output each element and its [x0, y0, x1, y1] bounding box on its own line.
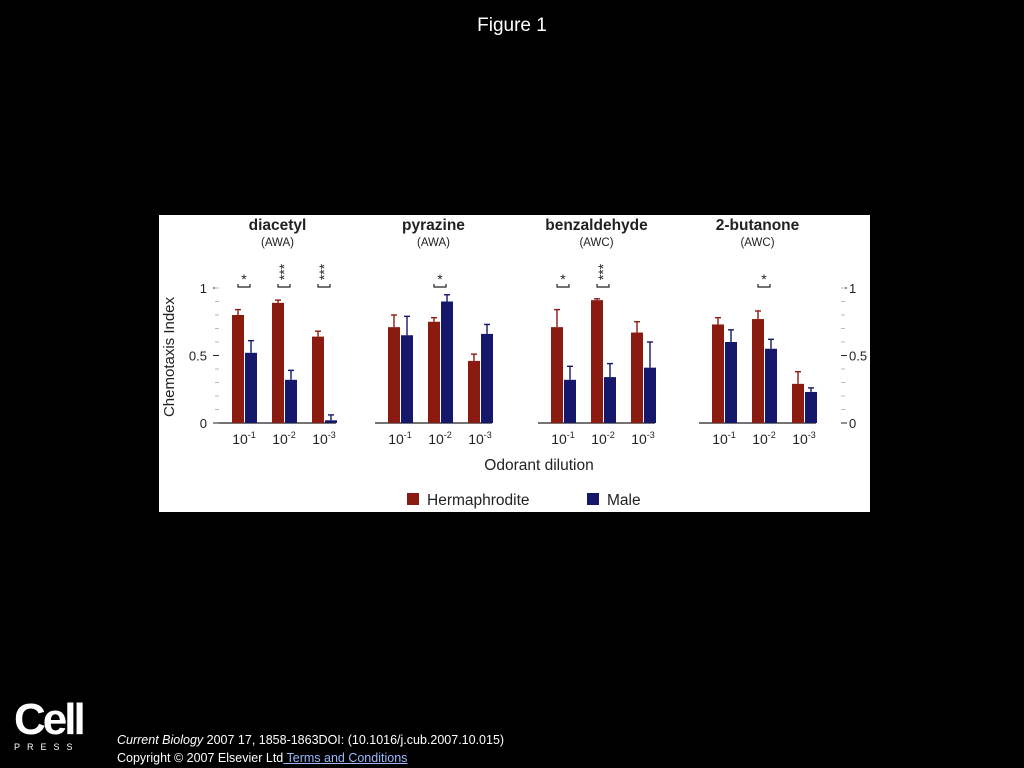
bar-male: [725, 342, 737, 423]
copyright-text: Copyright © 2007 Elsevier Ltd: [117, 751, 284, 765]
bar-hermaphrodite: [631, 333, 643, 423]
x-tick-label: $10^{-3}$: [312, 430, 336, 447]
bar-hermaphrodite: [388, 327, 400, 423]
legend-label: Male: [607, 492, 641, 509]
panel-subtitle: (AWA): [260, 237, 295, 249]
legend-label: Hermaphrodite: [427, 492, 530, 509]
panel-subtitle: (AWC): [579, 237, 614, 249]
legend-swatch: [587, 493, 599, 505]
bar-hermaphrodite: [428, 322, 440, 423]
bar-male: [765, 349, 777, 423]
citation-block: [117, 731, 504, 767]
significance-marker: *: [560, 271, 566, 287]
figure-panel: [159, 215, 870, 512]
significance-marker: *: [437, 271, 443, 287]
bar-male: [644, 368, 656, 423]
legend-swatch: [407, 493, 419, 505]
significance-marker: *: [241, 271, 247, 287]
bar-male: [245, 353, 257, 423]
x-tick-label: $10^{-2}$: [428, 430, 452, 447]
logo-word: Cell: [14, 695, 83, 744]
bar-hermaphrodite: [551, 327, 563, 423]
x-tick-label: $10^{-3}$: [631, 430, 655, 447]
x-axis-label: Odorant dilution: [484, 457, 594, 474]
cell-press-logo: [14, 695, 86, 752]
x-tick-label: $10^{-1}$: [232, 430, 256, 447]
bar-hermaphrodite: [272, 303, 284, 423]
chemotaxis-chart: [159, 215, 870, 512]
slide-title: Figure 1: [477, 15, 547, 36]
bar-male: [285, 380, 297, 423]
terms-link[interactable]: Terms and Conditions: [283, 751, 408, 765]
x-tick-label: $10^{-1}$: [388, 430, 412, 447]
significance-bracket: [278, 284, 290, 287]
y-tick-label-left: 0.5: [188, 348, 207, 364]
bar-male: [481, 334, 493, 423]
significance-marker: ***: [276, 263, 292, 281]
x-tick-label: $10^{-2}$: [591, 430, 615, 447]
citation-details: 2007 17, 1858-1863DOI: (10.1016/j.cub.2007.10.015): [203, 733, 505, 747]
panel-title: benzaldehyde: [545, 217, 648, 234]
significance-bracket: [318, 284, 330, 287]
y-axis-label: Chemotaxis Index: [161, 296, 178, 418]
x-tick-label: $10^{-3}$: [468, 430, 492, 447]
panel-title: pyrazine: [402, 217, 465, 234]
x-tick-label: $10^{-1}$: [712, 430, 736, 447]
bar-hermaphrodite: [468, 361, 480, 423]
bar-hermaphrodite: [232, 315, 244, 423]
bar-male: [401, 335, 413, 423]
significance-marker: *: [761, 271, 767, 287]
bar-hermaphrodite: [752, 319, 764, 423]
x-tick-label: $10^{-3}$: [792, 430, 816, 447]
bar-male: [564, 380, 576, 423]
bar-hermaphrodite: [312, 337, 324, 423]
copyright-line: [117, 749, 504, 767]
bar-hermaphrodite: [591, 300, 603, 423]
bar-hermaphrodite: [712, 324, 724, 423]
x-tick-label: $10^{-1}$: [551, 430, 575, 447]
citation-line: [117, 731, 504, 749]
panel-title: diacetyl: [248, 217, 307, 234]
x-tick-label: $10^{-2}$: [752, 430, 776, 447]
significance-marker: ***: [595, 263, 611, 281]
panel-subtitle: (AWC): [740, 237, 775, 249]
logo-press: PRESS: [14, 742, 80, 752]
y-tick-label-left: 1: [199, 281, 207, 296]
bar-male: [805, 392, 817, 423]
y-tick-label-left: 0: [199, 416, 207, 431]
journal-name: Current Biology: [117, 733, 204, 747]
significance-bracket: [597, 284, 609, 287]
x-tick-label: $10^{-2}$: [272, 430, 296, 447]
bar-male: [325, 420, 337, 423]
bar-male: [441, 302, 453, 424]
y-tick-label-right: 0.5: [849, 348, 868, 364]
panel-subtitle: (AWA): [416, 237, 451, 249]
bar-hermaphrodite: [792, 384, 804, 423]
y-tick-label-right: 1: [849, 281, 857, 296]
bar-male: [604, 377, 616, 423]
y-tick-label-right: 0: [849, 416, 857, 431]
significance-marker: ***: [316, 263, 332, 281]
panel-title: 2-butanone: [715, 217, 800, 234]
